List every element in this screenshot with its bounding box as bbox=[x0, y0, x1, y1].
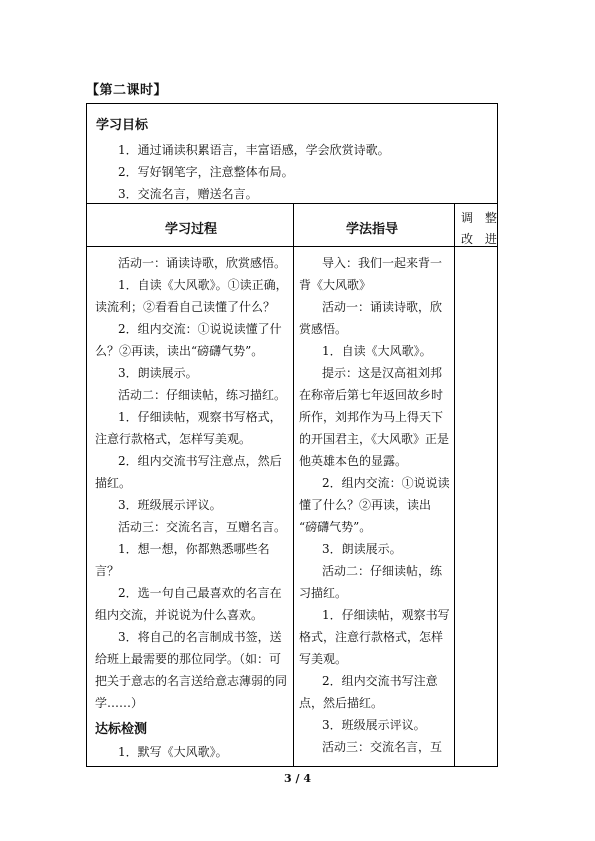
method-line: 他英雄本色的显露。 bbox=[299, 454, 408, 468]
process-line: 1．仔细读帖，观察书写格式， bbox=[118, 410, 282, 424]
process-line: 3．将自己的名言制成书签，送 bbox=[118, 630, 282, 644]
method-line: 3．班级展示评议。 bbox=[322, 718, 426, 732]
goals-heading: 学习目标 bbox=[96, 118, 149, 133]
method-line: 提示：这是汉高祖刘邦 bbox=[322, 366, 443, 380]
header-divider bbox=[86, 246, 498, 247]
method-line: 1．仔细读帖，观察书写 bbox=[322, 608, 450, 622]
process-line: 活动二：仔细读帖，练习描红。 bbox=[118, 388, 287, 402]
process-line: 学……） bbox=[95, 696, 144, 710]
process-line: 读流利；②看看自己读懂了什么？ bbox=[95, 300, 276, 314]
process-line: 组内交流，并说说为什么喜欢。 bbox=[95, 608, 264, 622]
page-number: 3 / 4 bbox=[284, 772, 311, 785]
method-line: 活动三：交流名言，互 bbox=[322, 740, 443, 754]
process-line: 注意行款格式，怎样写美观。 bbox=[95, 432, 252, 446]
method-line: 写美观。 bbox=[299, 652, 348, 666]
process-header: 学习过程 bbox=[165, 222, 218, 237]
process-line: 么？②再读，读出“磅礴气势”。 bbox=[95, 344, 264, 358]
process-line: 活动一：诵读诗歌，欣赏感悟。 bbox=[118, 256, 287, 270]
adjust-header-line2: 改 进 bbox=[461, 232, 501, 246]
method-line: 格式，注意行款格式，怎样 bbox=[299, 630, 444, 644]
process-line: 1．自读《大风歌》。①读正确， bbox=[118, 278, 288, 292]
process-line: 1．想一想，你都熟悉哪些名 bbox=[118, 542, 270, 556]
method-line: 活动二：仔细读帖，练 bbox=[322, 564, 443, 578]
method-line: 的开国君主，《大风歌》正是 bbox=[299, 432, 450, 446]
process-line: 给班上最需要的那位同学。（如：可 bbox=[95, 652, 282, 666]
method-line: 在称帝后第七年返回故乡时 bbox=[299, 388, 444, 402]
check-heading: 达标检测 bbox=[95, 722, 148, 737]
goal-item: 2．写好钢笔字，注意整体布局。 bbox=[118, 165, 294, 179]
process-line: 把关于意志的名言送给意志薄弱的同 bbox=[95, 674, 288, 688]
method-line: 赏感悟。 bbox=[299, 322, 348, 336]
method-line: 2．组内交流书写注意 bbox=[322, 674, 438, 688]
method-line: 1．自读《大风歌》。 bbox=[322, 344, 432, 358]
method-line: “磅礴气势”。 bbox=[299, 520, 372, 534]
process-line: 3．朗读展示。 bbox=[118, 366, 198, 380]
process-line: 2．组内交流：①说说读懂了什 bbox=[118, 322, 282, 336]
process-line: 描红。 bbox=[95, 476, 132, 490]
process-line: 3．班级展示评议。 bbox=[118, 498, 222, 512]
process-line: 活动三：交流名言，互赠名言。 bbox=[118, 520, 287, 534]
adjust-header-line1: 调 整 bbox=[461, 211, 501, 225]
method-line: 懂了什么？②再读，读出 bbox=[299, 498, 432, 512]
process-line: 2．选一句自己最喜欢的名言在 bbox=[118, 586, 282, 600]
method-line: 活动一：诵读诗歌，欣 bbox=[322, 300, 443, 314]
goals-divider bbox=[86, 203, 498, 204]
method-line: 所作，刘邦作为马上得天下 bbox=[299, 410, 444, 424]
method-line: 习描红。 bbox=[299, 586, 348, 600]
check-item: 1．默写《大风歌》。 bbox=[118, 745, 228, 759]
method-line: 3．朗读展示。 bbox=[322, 542, 402, 556]
method-line: 背《大风歌》 bbox=[299, 278, 372, 292]
process-line: 2．组内交流书写注意点，然后 bbox=[118, 454, 282, 468]
method-header: 学法指导 bbox=[346, 222, 399, 237]
method-line: 导入：我们一起来背一 bbox=[322, 256, 443, 270]
process-line: 言？ bbox=[95, 564, 120, 578]
col-divider-2 bbox=[454, 203, 455, 767]
goal-item: 1．通过诵读积累语言，丰富语感，学会欣赏诗歌。 bbox=[118, 143, 390, 157]
method-line: 2．组内交流：①说说读 bbox=[322, 476, 450, 490]
section-title: 【第二课时】 bbox=[86, 83, 168, 98]
goal-item: 3．交流名言，赠送名言。 bbox=[118, 187, 258, 201]
col-divider-1 bbox=[293, 203, 294, 767]
method-line: 点，然后描红。 bbox=[299, 696, 384, 710]
